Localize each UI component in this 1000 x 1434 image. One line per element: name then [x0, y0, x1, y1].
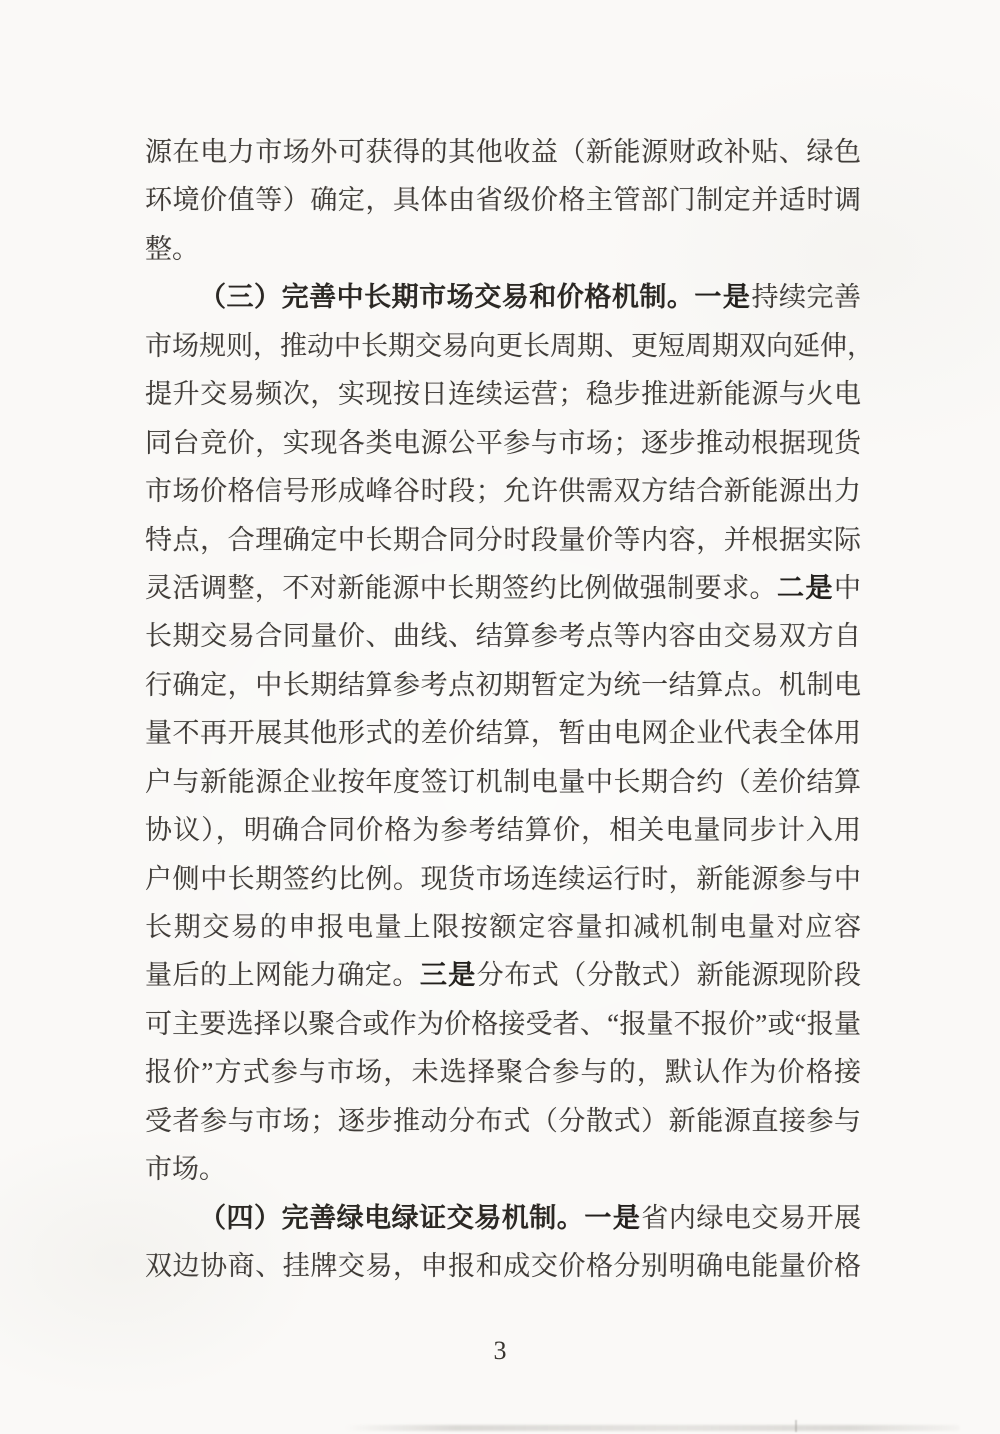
text-line-6: [145, 370, 861, 418]
heading-segment: （三）完善中长期市场交易和价格机制。: [199, 282, 695, 313]
text-segment: 持续完善: [751, 282, 862, 313]
text-line-17: [145, 903, 861, 951]
text-segment: 报价”方式参与市场，未选择聚合参与的，默认作为价格接: [145, 1057, 861, 1088]
text-line-4: [145, 273, 861, 321]
text-segment: 分布式（分散式）新能源现阶段: [476, 960, 862, 991]
page-number: 3: [493, 1336, 507, 1365]
text-segment: 市场。: [145, 1154, 226, 1185]
text-segment: 协议），明确合同价格为参考结算价，相关电量同步计入用: [145, 815, 861, 846]
scan-artifact: [795, 1420, 797, 1432]
text-line-14: [145, 758, 861, 806]
text-segment: 行确定，中长期结算参考点初期暂定为统一结算点。机制电: [145, 669, 861, 700]
text-line-16: [145, 855, 861, 903]
text-segment: 户与新能源企业按年度签订机制电量中长期合约（差价结算: [145, 766, 861, 797]
marker-segment: 三是: [419, 960, 477, 991]
text-line-7: [145, 419, 861, 467]
heading-segment: （四）完善绿电绿证交易机制。: [199, 1202, 585, 1233]
text-segment: 省内绿电交易开展: [641, 1202, 862, 1233]
text-segment: 双边协商、挂牌交易，申报和成交价格分别明确电能量价格: [145, 1251, 861, 1282]
text-line-9: [145, 516, 861, 564]
text-line-11: [145, 612, 861, 660]
text-line-5: [145, 322, 874, 370]
text-segment: 市场价格信号形成峰谷时段；允许供需双方结合新能源出力: [145, 476, 861, 507]
text-segment: 特点，合理确定中长期合同分时段量价等内容，并根据实际: [145, 524, 861, 555]
text-line-2: [145, 176, 861, 224]
scan-smudge: [345, 1425, 960, 1431]
text-line-10: [145, 564, 861, 612]
text-line-18: [145, 951, 861, 999]
text-segment: 提升交易频次，实现按日连续运营；稳步推进新能源与火电: [145, 379, 861, 410]
text-line-22: [145, 1145, 861, 1193]
text-segment: 受者参与市场；逐步推动分布式（分散式）新能源直接参与: [145, 1105, 861, 1136]
text-segment: 市场规则，推动中长期交易向更长周期、更短周期双向延伸，: [145, 330, 874, 361]
text-line-1: [145, 128, 861, 176]
text-segment: 长期交易合同量价、曲线、结算参考点等内容由交易双方自: [145, 621, 861, 652]
text-line-23: [145, 1194, 861, 1242]
text-line-12: [145, 661, 861, 709]
text-segment: 可主要选择以聚合或作为价格接受者、“报量不报价”或“报量: [145, 1008, 861, 1039]
text-line-3: [145, 225, 861, 273]
text-segment: 同台竞价，实现各类电源公平参与市场；逐步推动根据现货: [145, 427, 861, 458]
text-segment: 环境价值等）确定，具体由省级价格主管部门制定并适时调: [145, 185, 861, 216]
marker-segment: 二是: [777, 572, 835, 603]
text-segment: 源在电力市场外可获得的其他收益（新能源财政补贴、绿色: [145, 137, 861, 167]
text-line-19: [145, 1000, 861, 1048]
text-line-8: [145, 467, 861, 515]
marker-segment: 一是: [694, 282, 752, 313]
text-segment: 中: [834, 572, 862, 603]
text-line-24: [145, 1242, 861, 1290]
text-segment: 整。: [145, 233, 199, 264]
text-line-21: [145, 1097, 861, 1145]
text-line-20: [145, 1048, 861, 1096]
text-line-15: [145, 806, 861, 854]
text-segment: 量不再开展其他形式的差价结算，暂由电网企业代表全体用: [145, 718, 861, 749]
text-segment: 长期交易的申报电量上限按额定容量扣减机制电量对应容: [145, 912, 861, 942]
text-segment: 量后的上网能力确定。: [145, 960, 420, 991]
text-line-13: [145, 709, 861, 757]
document-body: [145, 128, 874, 1291]
marker-segment: 一是: [584, 1202, 642, 1233]
text-segment: 灵活调整，不对新能源中长期签约比例做强制要求。: [145, 572, 778, 603]
text-segment: 户侧中长期签约比例。现货市场连续运行时，新能源参与中: [145, 863, 861, 894]
